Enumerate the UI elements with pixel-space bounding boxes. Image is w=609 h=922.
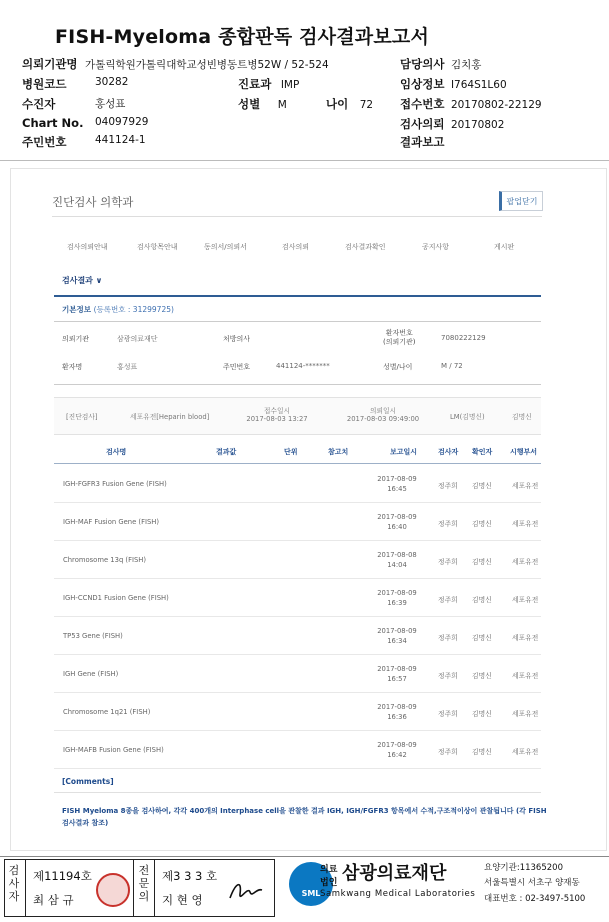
sex-label: 성별 <box>238 97 261 111</box>
clinical-value: I764S1L60 <box>450 79 507 91</box>
sexage-label: 성별/나이 <box>383 363 413 371</box>
org-phone: 대표번호 : 02-3497-5100 <box>484 894 586 904</box>
org-address: 서울특별시 서초구 양재동 <box>484 878 580 888</box>
dept-label: 진료과 <box>238 77 272 91</box>
patient-name-value: 홍성표 <box>117 363 138 371</box>
institution-label: 의뢰기관명 <box>22 57 78 71</box>
doctor-label: 담당의사 <box>400 57 445 71</box>
order-dept: [진단검사] <box>66 413 98 421</box>
patient-no-label <box>383 329 416 347</box>
cell-tester: 정주희 <box>438 482 458 490</box>
cell-confirmer: 김명신 <box>472 710 492 718</box>
collector-row <box>22 96 126 112</box>
basic-info-label: 기본정보 <box>62 305 91 314</box>
result-panel <box>10 168 607 851</box>
cell-report-date: 2017-08-09 <box>377 703 417 711</box>
th-test-name: 검사명 <box>106 448 127 456</box>
hospital-code-label: 병원코드 <box>22 77 67 91</box>
resident-label: 주민번호 <box>22 135 67 149</box>
cell-test-name: IGH Gene (FISH) <box>63 670 119 678</box>
cell-tester: 정주희 <box>438 520 458 528</box>
popup-close-button[interactable]: 팝업닫기 <box>499 191 543 211</box>
age-row <box>326 96 373 112</box>
specialist-vertical-label: 전문의 <box>138 864 150 903</box>
clinical-label: 임상정보 <box>400 77 445 91</box>
th-report-time: 보고일시 <box>390 448 418 456</box>
basic-info-bottom-divider <box>54 384 541 385</box>
rx-doctor-label: 처방의사 <box>223 335 251 343</box>
org-prefix-bottom: 법인 <box>320 878 338 888</box>
cell-report-date: 2017-08-09 <box>377 665 417 673</box>
cell-test-name: Chromosome 13q (FISH) <box>63 556 147 564</box>
sexage-value: M / 72 <box>441 362 463 370</box>
comments-heading: [Comments] <box>62 777 114 786</box>
chart-row <box>22 116 149 130</box>
receipt-value: 20170802-22129 <box>450 99 542 111</box>
registration-number: (등록번호 : 31299725) <box>93 305 174 314</box>
specialist-license-no: 제3 3 3 호 <box>162 869 218 883</box>
nav-item-board[interactable]: 게시판 <box>494 243 515 251</box>
table-row[interactable] <box>54 693 541 731</box>
table-row[interactable] <box>54 655 541 693</box>
cell-report-date: 2017-08-09 <box>377 589 417 597</box>
basic-info-title <box>62 304 174 315</box>
cell-department: 세포유전 <box>512 710 539 718</box>
result-label: 결과보고 <box>400 135 445 149</box>
cell-tester: 정주희 <box>438 634 458 642</box>
comments-divider <box>54 792 541 793</box>
tester-box <box>4 859 144 917</box>
nav-item-request[interactable]: 검사의뢰 <box>282 243 310 251</box>
cell-test-name: IGH-MAFB Fusion Gene (FISH) <box>63 746 164 754</box>
th-confirmer: 확인자 <box>472 448 493 456</box>
cell-report-time: 16:42 <box>387 751 407 759</box>
patient-name-label: 환자명 <box>62 363 83 371</box>
report-title: FISH-Myeloma 종합판독 검사결과보고서 <box>55 26 430 48</box>
table-row[interactable] <box>54 617 541 655</box>
cell-confirmer: 김명신 <box>472 558 492 566</box>
cell-department: 세포유전 <box>512 482 539 490</box>
request-value: 20170802 <box>450 119 505 131</box>
cell-confirmer: 김명신 <box>472 520 492 528</box>
cell-report-time: 16:57 <box>387 675 407 683</box>
cell-test-name: IGH-CCND1 Fusion Gene (FISH) <box>63 594 169 602</box>
order-specimen: 세포유전[Heparin blood] <box>130 413 210 421</box>
cell-confirmer: 김명신 <box>472 748 492 756</box>
th-unit: 단위 <box>284 448 298 456</box>
org-name: 삼광의료재단 <box>342 863 447 884</box>
request-row <box>400 116 504 132</box>
signature-icon <box>226 876 266 906</box>
cell-tester: 정주희 <box>438 596 458 604</box>
cell-tester: 정주희 <box>438 672 458 680</box>
cell-report-time: 16:36 <box>387 713 407 721</box>
cell-tester: 정주희 <box>438 710 458 718</box>
rrn-label: 주민번호 <box>223 363 251 371</box>
nav-item-results[interactable]: 검사결과확인 <box>345 243 386 251</box>
order-request-label: 의뢰일시 <box>369 407 397 415</box>
order-receipt-label: 접수일시 <box>263 407 291 415</box>
top-nav <box>57 242 547 256</box>
request-label: 검사의뢰 <box>400 117 445 131</box>
patient-no-label-main: 환자번호 <box>385 329 413 337</box>
tester-name: 최 삼 규 <box>33 893 74 907</box>
ward-value: 병동트병52W / 52-524 <box>216 59 329 71</box>
chart-value: 04097929 <box>95 116 149 128</box>
cell-test-name: IGH-FGFR3 Fusion Gene (FISH) <box>63 480 167 488</box>
section-bar <box>54 295 541 297</box>
table-row[interactable] <box>54 579 541 617</box>
tester-seal-icon <box>96 873 130 907</box>
chart-label: Chart No. <box>22 116 84 130</box>
cell-report-time: 16:39 <box>387 599 407 607</box>
receipt-row <box>400 96 542 112</box>
tab-results[interactable]: 검사결과 ∨ <box>62 276 103 285</box>
tester-vertical-label: 검사자 <box>8 864 20 903</box>
patient-no-value: 7080222129 <box>441 334 486 342</box>
logo-badge-text: SML <box>301 889 321 898</box>
cell-department: 세포유전 <box>512 558 539 566</box>
org-name-en: Samkwang Medical Laboratories <box>320 889 476 899</box>
cell-test-name: Chromosome 1q21 (FISH) <box>63 708 151 716</box>
cell-confirmer: 김명신 <box>472 672 492 680</box>
specialist-box <box>133 859 275 917</box>
inst-value: 삼광의료재단 <box>117 335 158 343</box>
cell-confirmer: 김명신 <box>472 634 492 642</box>
result-table-header <box>54 444 541 464</box>
cell-report-time: 16:34 <box>387 637 407 645</box>
th-department: 시행부서 <box>510 448 538 456</box>
comment-text: FISH Myeloma 8종을 검사하여, 각각 400개의 Interphase cell을 관찰한 결과 IGH, IGH/FGFR3 항목에서 수적,구조적이상이 관찰됩니다 (각 FISH검사결과 참조) <box>62 807 547 827</box>
cell-report-time: 16:45 <box>387 485 407 493</box>
hospital-code-row <box>22 76 129 92</box>
collector-value: 홍성표 <box>95 98 126 110</box>
age-value: 72 <box>359 99 374 111</box>
panel-title: 진단검사 의학과 <box>52 195 134 209</box>
cell-tester: 정주희 <box>438 748 458 756</box>
th-reference: 참고치 <box>328 448 349 456</box>
table-row[interactable] <box>54 465 541 503</box>
rrn-value: 441124-******* <box>276 362 330 370</box>
age-label: 나이 <box>326 97 349 111</box>
receipt-label: 접수번호 <box>400 97 445 111</box>
sex-value: M <box>277 99 287 111</box>
cell-report-date: 2017-08-09 <box>377 741 417 749</box>
order-doctor: LM(김명신) <box>450 413 485 421</box>
th-result: 결과값 <box>216 448 237 456</box>
table-row[interactable] <box>54 541 541 579</box>
cell-tester: 정주희 <box>438 558 458 566</box>
inst-label: 의뢰기관 <box>62 335 90 343</box>
nav-item-item-guide[interactable]: 검사항목안내 <box>137 243 178 251</box>
cell-department: 세포유전 <box>512 672 539 680</box>
cell-report-time: 16:40 <box>387 523 407 531</box>
sex-row <box>238 96 287 112</box>
doctor-row <box>400 56 481 72</box>
tester-license-no: 제11194호 <box>33 869 92 883</box>
order-confirmer: 김명신 <box>512 413 532 421</box>
panel-divider <box>52 216 542 217</box>
hospital-code-value: 30282 <box>95 76 129 88</box>
th-tester: 검사자 <box>438 448 459 456</box>
table-row[interactable] <box>54 731 541 769</box>
nav-item-consent[interactable]: 동의서/의뢰서 <box>204 243 247 251</box>
cell-test-name: TP53 Gene (FISH) <box>63 632 123 640</box>
dept-row <box>238 76 299 92</box>
cell-report-time: 14:04 <box>387 561 407 569</box>
cell-confirmer: 김명신 <box>472 596 492 604</box>
institution-code: 요양기관:11365200 <box>484 863 563 873</box>
cell-report-date: 2017-08-09 <box>377 513 417 521</box>
institution-value: 가톨릭학원가톨릭대학교성빈 <box>85 59 217 71</box>
header-divider <box>0 160 609 161</box>
collector-label: 수진자 <box>22 97 56 111</box>
doctor-value: 김치홍 <box>450 59 482 71</box>
cell-department: 세포유전 <box>512 520 539 528</box>
order-receipt-value: 2017-08-03 13:27 <box>246 415 308 423</box>
resident-value: 441124-1 <box>95 134 146 146</box>
cell-report-date: 2017-08-08 <box>377 551 417 559</box>
report-footer <box>0 856 609 922</box>
cell-confirmer: 김명신 <box>472 482 492 490</box>
patient-no-label-sub: (의뢰기관) <box>383 338 416 346</box>
dept-value: IMP <box>280 79 300 91</box>
cell-department: 세포유전 <box>512 748 539 756</box>
cell-report-date: 2017-08-09 <box>377 475 417 483</box>
institution-row <box>22 56 329 72</box>
order-summary <box>54 397 541 435</box>
clinical-row <box>400 76 507 92</box>
order-request-value: 2017-08-03 09:49:00 <box>346 415 420 423</box>
nav-item-notice[interactable]: 공지사항 <box>422 243 450 251</box>
basic-info-divider <box>54 321 541 322</box>
cell-test-name: IGH-MAF Fusion Gene (FISH) <box>63 518 160 526</box>
cell-report-date: 2017-08-09 <box>377 627 417 635</box>
table-row[interactable] <box>54 503 541 541</box>
cell-department: 세포유전 <box>512 634 539 642</box>
nav-item-request-guide[interactable]: 검사의뢰안내 <box>67 243 108 251</box>
cell-department: 세포유전 <box>512 596 539 604</box>
result-row <box>400 134 447 150</box>
specialist-name: 지 현 영 <box>162 893 203 907</box>
resident-row <box>22 134 146 150</box>
org-prefix-top: 의료 <box>320 865 338 875</box>
